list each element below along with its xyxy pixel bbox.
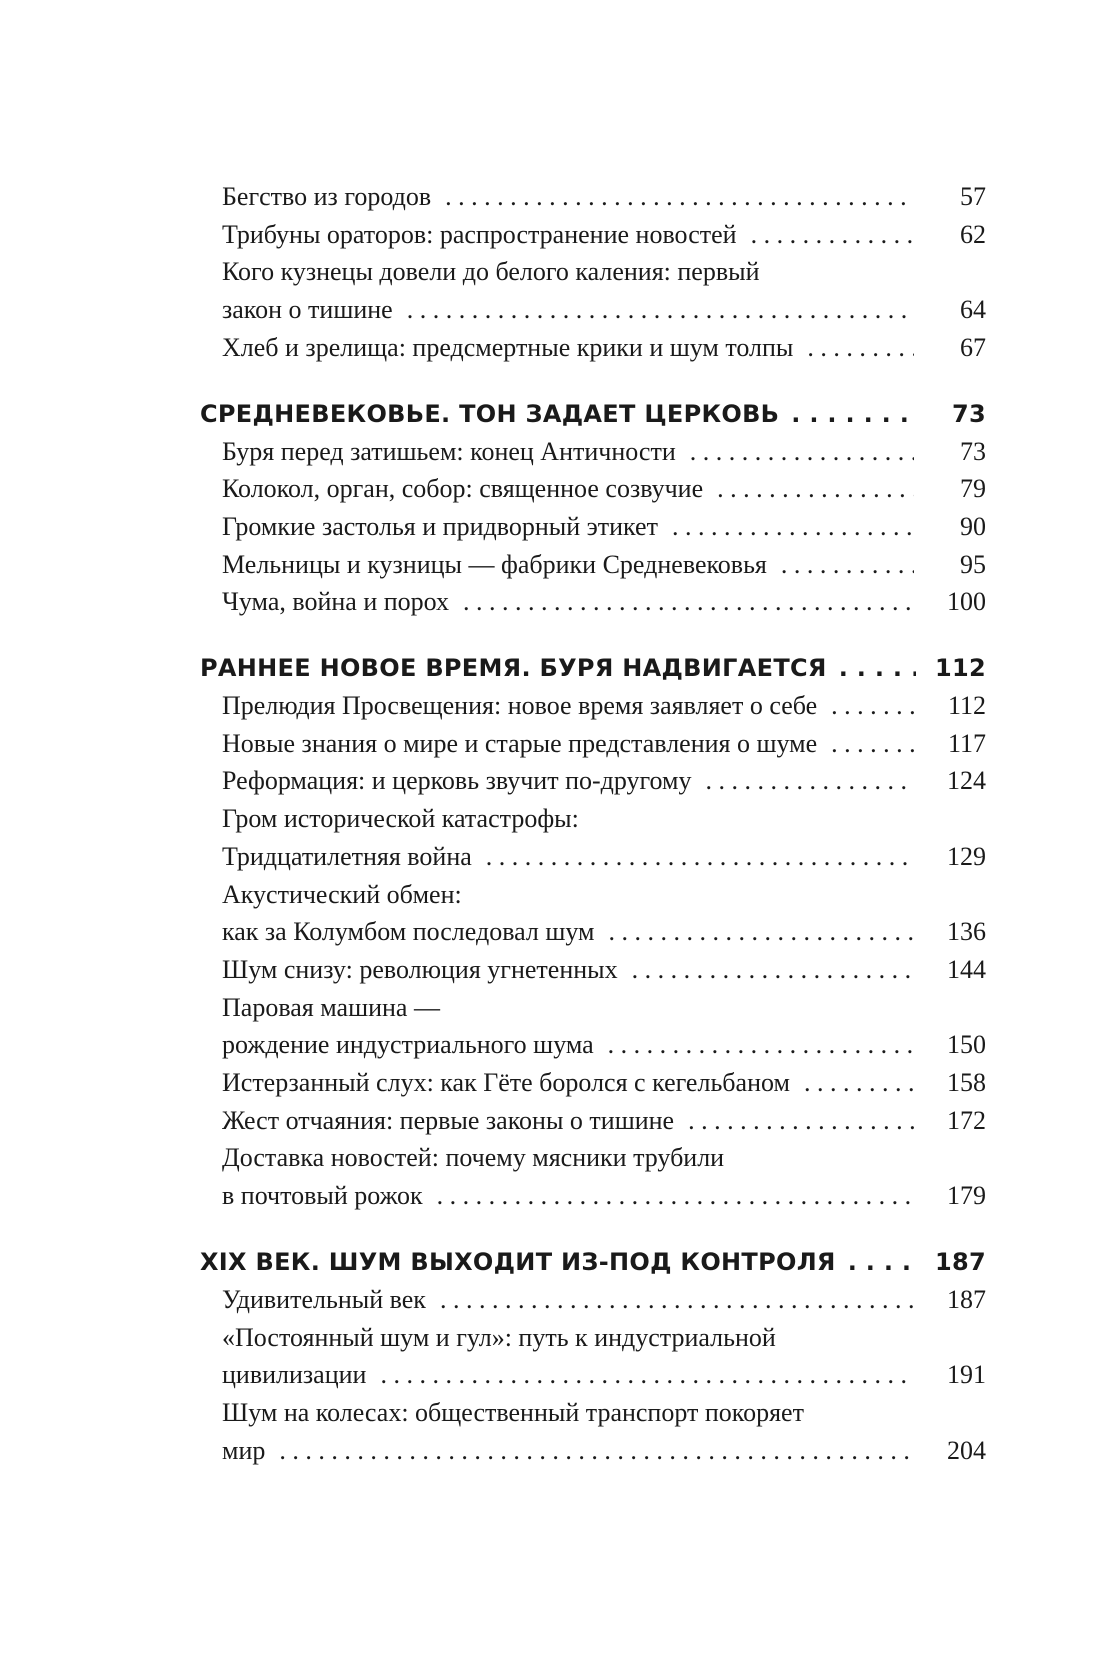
dot-leader	[831, 687, 914, 725]
entry-page-number: 64	[960, 295, 986, 325]
table-of-contents	[200, 178, 986, 1469]
entry-page-number: 124	[947, 766, 986, 796]
entry-title-line: Истерзанный слух: как Гёте боролся с кегельбаном	[222, 1068, 790, 1098]
entry-page-number: 150	[947, 1030, 986, 1060]
entry-title-line: Удивительный век	[222, 1284, 426, 1314]
entry-title-line: Шум снизу: революция угнетенных	[222, 954, 618, 984]
entry-page-number: 95	[960, 549, 986, 579]
entry-page-number: 90	[960, 511, 986, 541]
entry-page-number: 100	[947, 587, 986, 617]
entry-page-number: 112	[947, 691, 986, 721]
section-title: СРЕДНЕВЕКОВЬЕ. ТОН ЗАДАЕТ ЦЕРКОВЬ	[200, 399, 780, 428]
entry-page-number: 172	[947, 1105, 986, 1135]
section-title: РАННЕЕ НОВОЕ ВРЕМЯ. БУРЯ НАДВИГАЕТСЯ	[200, 654, 827, 683]
toc-entry[interactable]	[200, 546, 986, 584]
toc-entry[interactable]	[200, 253, 986, 328]
toc-entry[interactable]	[200, 800, 986, 875]
toc-entry[interactable]	[200, 687, 986, 725]
entry-title-line: Чума, война и порох	[222, 587, 450, 617]
dot-leader	[463, 583, 914, 621]
dot-leader	[706, 762, 914, 800]
toc-entry[interactable]	[200, 508, 986, 546]
dot-leader	[279, 1432, 914, 1470]
entry-page-number: 158	[947, 1068, 986, 1098]
toc-entry[interactable]	[200, 433, 986, 471]
dot-leader	[380, 1356, 914, 1394]
entry-page-number: 179	[947, 1181, 986, 1211]
entry-title-line: Новые знания о мире и старые представления о шуме	[222, 728, 818, 758]
toc-entry[interactable]	[200, 1064, 986, 1102]
dot-leader	[608, 1026, 914, 1064]
entry-title-line: Реформация: и церковь звучит по-другому	[222, 766, 692, 796]
dot-leader	[688, 1102, 914, 1140]
entry-title-line: Доставка новостей: почему мясники трубили	[222, 1143, 725, 1173]
section-heading[interactable]	[200, 396, 986, 433]
entry-page-number: 67	[960, 332, 986, 362]
toc-entry[interactable]	[200, 1394, 986, 1469]
entry-title-line: Буря перед затишьем: конец Античности	[222, 436, 676, 466]
dot-leader	[690, 433, 914, 471]
entry-title-line: мир	[222, 1435, 266, 1465]
toc-entry[interactable]	[200, 470, 986, 508]
entry-page-number: 117	[947, 728, 986, 758]
entry-title-line: Кого кузнецы довели до белого каления: первый	[222, 257, 760, 287]
entry-title-line: Прелюдия Просвещения: новое время заявляет о себе	[222, 691, 818, 721]
dot-leader	[486, 838, 914, 876]
entry-title-line: Акустический обмен:	[222, 879, 462, 909]
dot-leader	[839, 650, 916, 687]
toc-entry[interactable]	[200, 329, 986, 367]
entry-title-line: Тридцатилетняя война	[222, 841, 472, 871]
entry-title-line: цивилизации	[222, 1360, 367, 1390]
toc-entry[interactable]	[200, 1139, 986, 1214]
toc-entry[interactable]	[200, 951, 986, 989]
section-page-number: 112	[935, 654, 986, 683]
toc-entry[interactable]	[200, 1281, 986, 1319]
entry-page-number: 144	[947, 954, 986, 984]
dot-leader	[831, 725, 914, 763]
toc-entry[interactable]	[200, 762, 986, 800]
entry-title-line: Мельницы и кузницы — фабрики Средневековья	[222, 549, 767, 579]
section-title: XIX ВЕК. ШУМ ВЫХОДИТ ИЗ-ПОД КОНТРОЛЯ	[200, 1247, 836, 1276]
dot-leader	[791, 396, 916, 433]
toc-entry[interactable]	[200, 1319, 986, 1394]
entry-title-line: Колокол, орган, собор: священное созвучие	[222, 474, 704, 504]
toc-entry[interactable]	[200, 216, 986, 254]
entry-title-line: Громкие застолья и придворный этикет	[222, 511, 658, 541]
entry-title-line: закон о тишине	[222, 295, 393, 325]
toc-entry[interactable]	[200, 178, 986, 216]
dot-leader	[804, 1064, 914, 1102]
entry-page-number: 129	[947, 841, 986, 871]
entry-title-line: Хлеб и зрелища: предсмертные крики и шум толпы	[222, 332, 794, 362]
dot-leader	[781, 546, 914, 584]
toc-entry[interactable]	[200, 1102, 986, 1140]
dot-leader	[807, 329, 914, 367]
entry-title-line: Трибуны ораторов: распространение новостей	[222, 219, 737, 249]
section-page-number: 73	[952, 399, 986, 428]
dot-leader	[609, 913, 914, 951]
toc-entry[interactable]	[200, 583, 986, 621]
dot-leader	[632, 951, 914, 989]
entry-title-line: Бегство из городов	[222, 182, 432, 211]
entry-title-line: Жест отчаяния: первые законы о тишине	[222, 1105, 675, 1135]
section-page-number: 187	[935, 1247, 986, 1276]
dot-leader	[407, 291, 914, 329]
entry-page-number: 73	[960, 436, 986, 466]
entry-title-line: «Постоянный шум и гул»: путь к индустриальной	[222, 1322, 776, 1352]
entry-title-line: Гром исторической катастрофы:	[222, 804, 579, 834]
section-heading[interactable]	[200, 650, 986, 687]
toc-entry[interactable]	[200, 876, 986, 951]
entry-title-line: в почтовый рожок	[222, 1181, 423, 1211]
dot-leader	[437, 1177, 914, 1215]
entry-page-number: 136	[947, 917, 986, 947]
entry-title-line: рождение индустриального шума	[222, 1030, 594, 1060]
entry-page-number: 62	[960, 219, 986, 249]
entry-title-line: Паровая машина —	[222, 992, 440, 1022]
dot-leader	[848, 1244, 916, 1281]
dot-leader	[445, 178, 914, 216]
entry-page-number: 191	[947, 1360, 986, 1390]
dot-leader	[717, 470, 914, 508]
dot-leader	[440, 1281, 914, 1319]
entry-title-line: как за Колумбом последовал шум	[222, 917, 595, 947]
toc-entry[interactable]	[200, 725, 986, 763]
section-heading[interactable]	[200, 1244, 986, 1281]
dot-leader	[672, 508, 914, 546]
entry-page-number: 79	[960, 474, 986, 504]
entry-title-line: Шум на колесах: общественный транспорт покоряет	[222, 1397, 804, 1427]
entry-page-number: 204	[947, 1435, 986, 1465]
entry-page-number: 187	[947, 1284, 986, 1314]
entry-page-number: 57	[960, 182, 986, 211]
toc-entry[interactable]	[200, 989, 986, 1064]
dot-leader	[751, 216, 914, 254]
